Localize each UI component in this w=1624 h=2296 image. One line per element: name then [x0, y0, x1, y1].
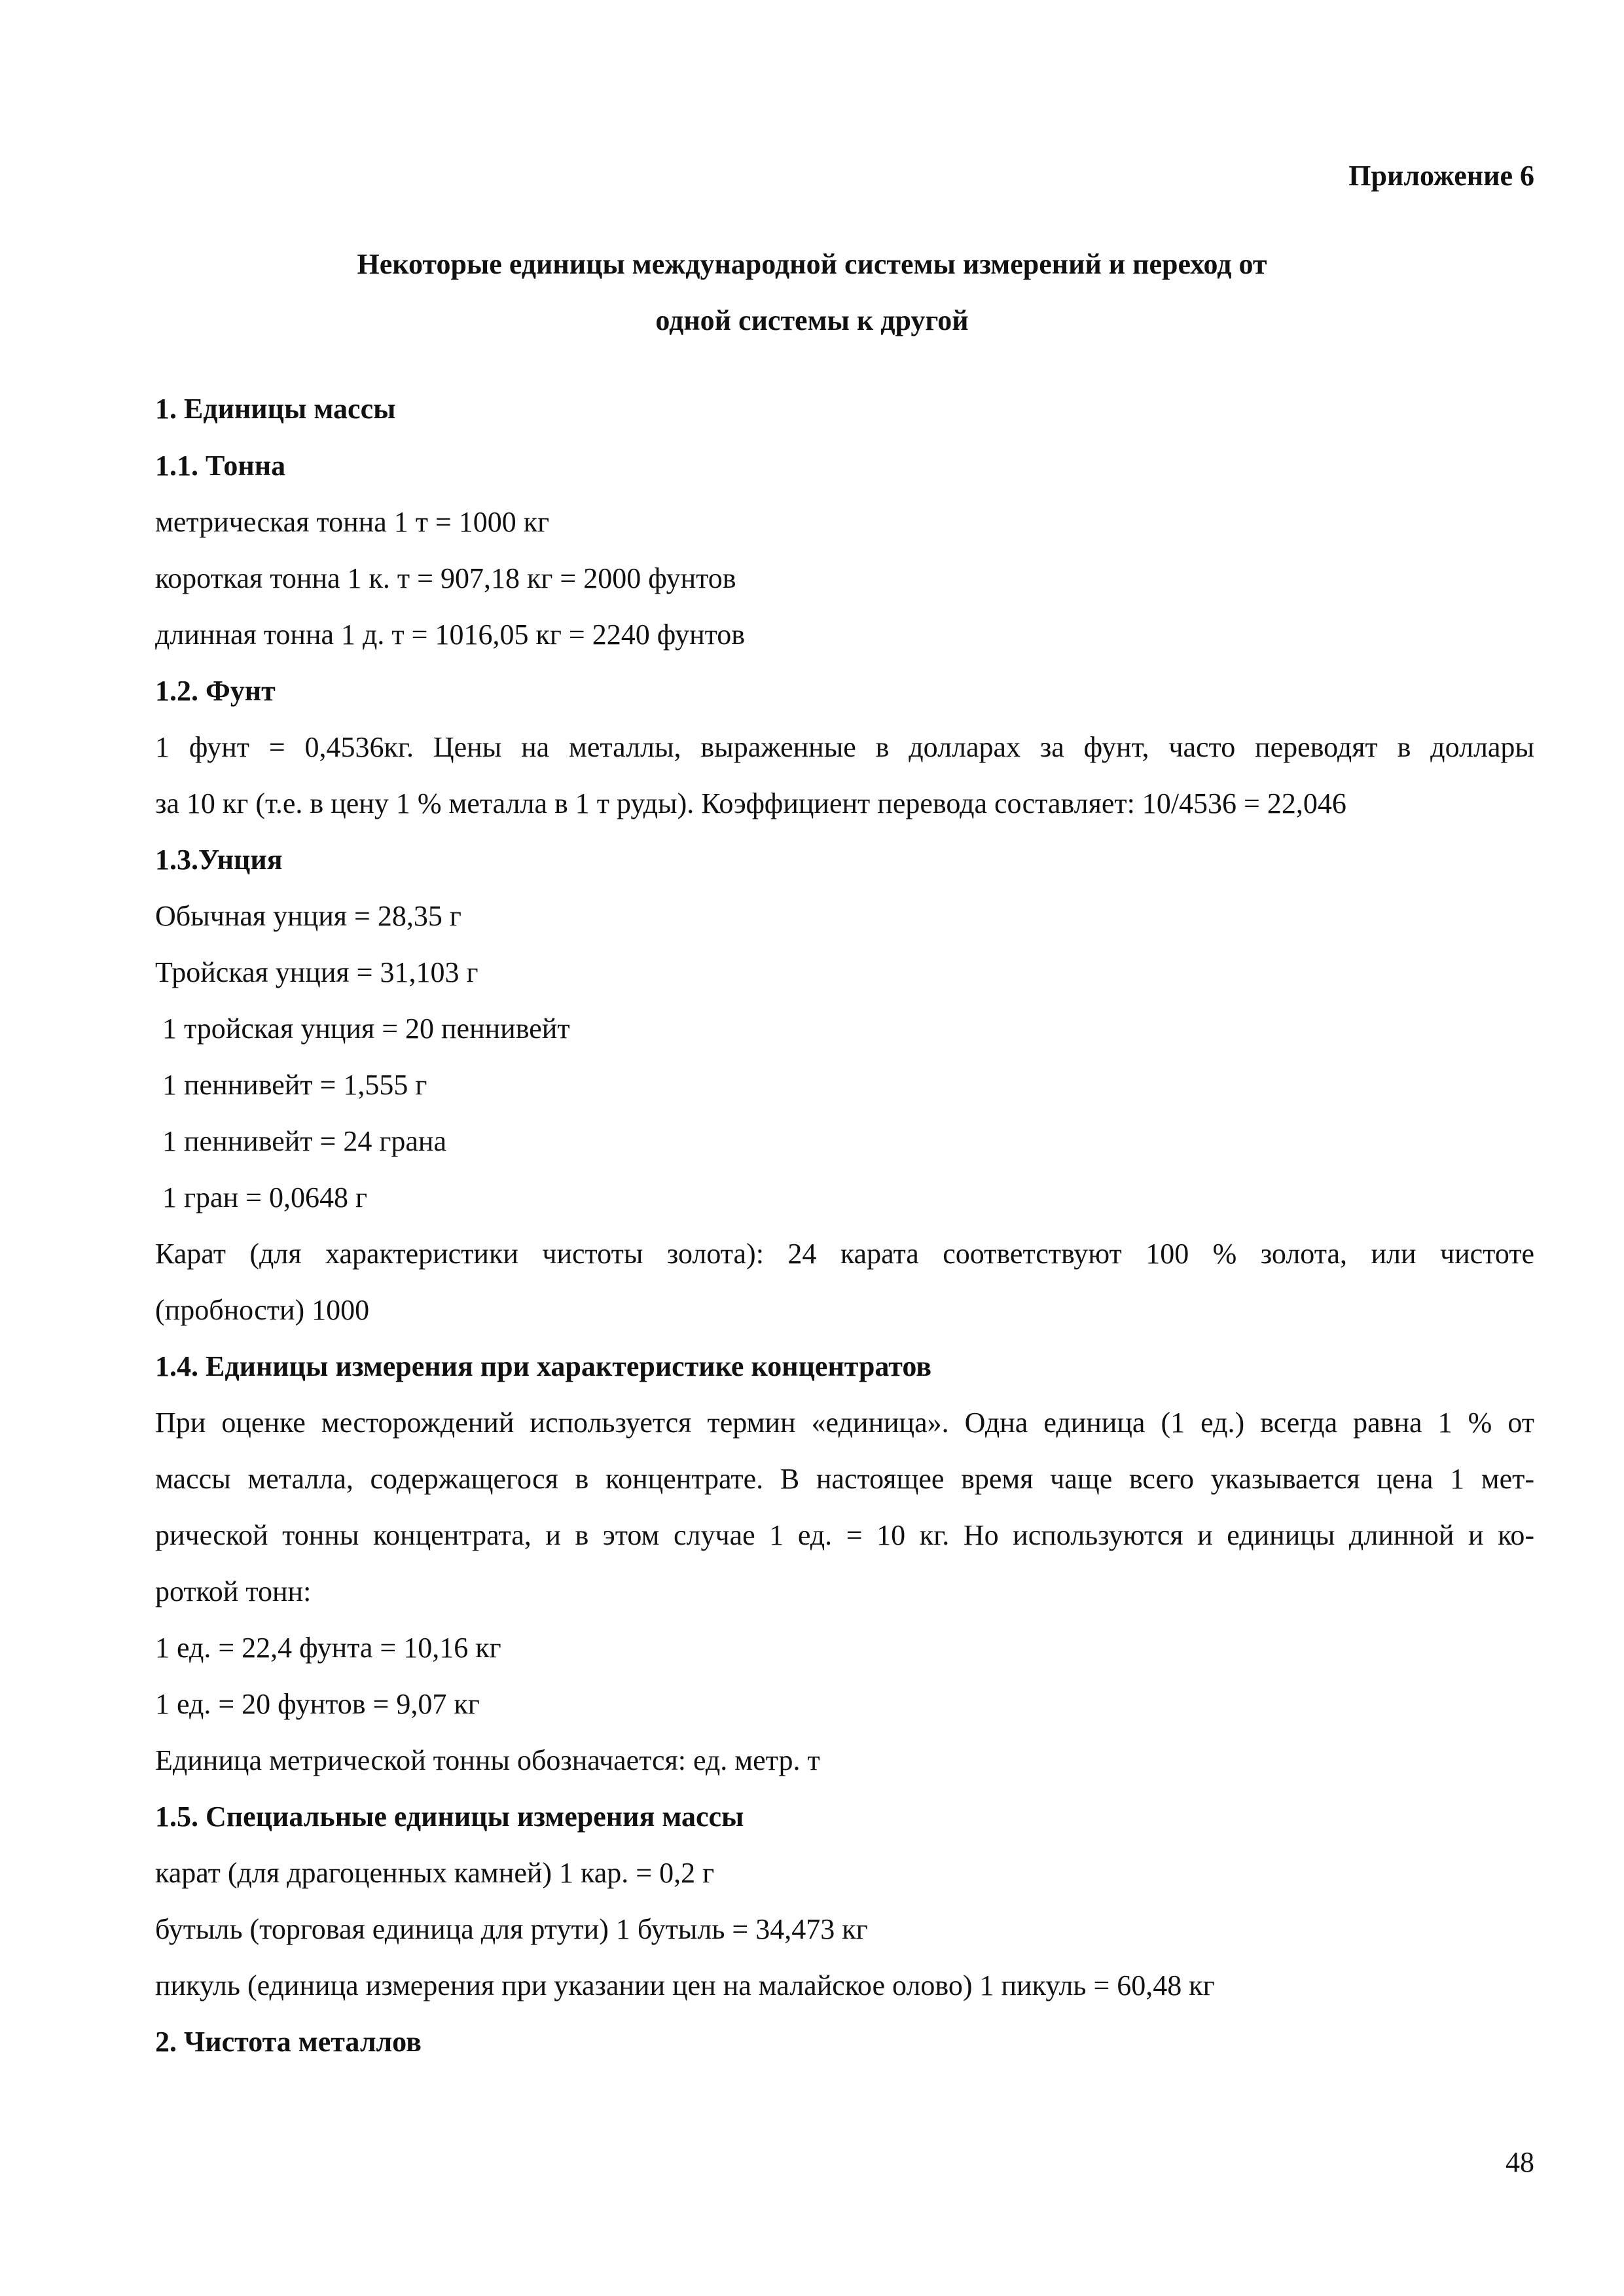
section-1-1-heading: 1.1. Тонна — [155, 450, 286, 482]
section-2-heading: 2. Чистота металлов — [155, 2026, 422, 2058]
paragraph-line: массы металла, содержащегося в концентрате. В настоящее время чаще всего указывается цена 1 мет- — [155, 1463, 1534, 1495]
text-line: Обычная унция = 28,35 г — [155, 900, 461, 932]
section-1-2-heading: 1.2. Фунт — [155, 675, 276, 707]
text-line: 1 пеннивейт = 1,555 г — [162, 1069, 427, 1101]
paragraph-line: 1 фунт = 0,4536кг. Цены на металлы, выраженные в долларах за фунт, часто переводят в доллары — [155, 731, 1534, 763]
section-1-heading: 1. Единицы массы — [155, 393, 396, 425]
section-1-4-heading: 1.4. Единицы измерения при характеристике концентратов — [155, 1350, 931, 1382]
text-line: Единица метрической тонны обозначается: ед. метр. т — [155, 1744, 820, 1776]
text-line: длинная тонна 1 д. т = 1016,05 кг = 2240 фунтов — [155, 619, 746, 651]
text-line: 1 пеннивейт = 24 грана — [162, 1125, 447, 1157]
paragraph-line: При оценке месторождений используется термин «единица». Одна единица (1 ед.) всегда равна 1 % от — [155, 1407, 1534, 1439]
page-number: 48 — [1506, 2146, 1534, 2178]
section-1-3-heading: 1.3.Унция — [155, 844, 283, 876]
text-line: короткая тонна 1 к. т = 907,18 кг = 2000 фунтов — [155, 562, 736, 594]
text-line: бутыль (торговая единица для ртути) 1 бутыль = 34,473 кг — [155, 1913, 868, 1945]
text-line: карат (для драгоценных камней) 1 кар. = 0,2 г — [155, 1857, 715, 1889]
document-title-line-1: Некоторые единицы международной системы измерений и переход от — [357, 248, 1267, 280]
paragraph-line: (пробности) 1000 — [155, 1294, 370, 1326]
text-line: 1 тройская унция = 20 пеннивейт — [162, 1013, 570, 1045]
paragraph-line: рической тонны концентрата, и в этом случае 1 ед. = 10 кг. Но используются и единицы длинной и ко- — [155, 1519, 1534, 1551]
paragraph-line: роткой тонн: — [155, 1575, 312, 1607]
appendix-label: Приложение 6 — [1348, 160, 1534, 192]
section-1-5-heading: 1.5. Специальные единицы измерения массы — [155, 1801, 744, 1833]
text-line: 1 ед. = 20 фунтов = 9,07 кг — [155, 1688, 480, 1720]
text-line: Тройская унция = 31,103 г — [155, 956, 478, 988]
document-title-line-2: одной системы к другой — [655, 304, 969, 336]
text-line: 1 ед. = 22,4 фунта = 10,16 кг — [155, 1632, 501, 1664]
paragraph-line: Карат (для характеристики чистоты золота): 24 карата соответствуют 100 % золота, или чистоте — [155, 1238, 1534, 1270]
text-line: метрическая тонна 1 т = 1000 кг — [155, 506, 550, 538]
paragraph-line: за 10 кг (т.е. в цену 1 % металла в 1 т руды). Коэффициент перевода составляет: 10/4536 = 22,046 — [155, 787, 1346, 819]
text-line: 1 гран = 0,0648 г — [162, 1181, 367, 1213]
text-line: пикуль (единица измерения при указании цен на малайское олово) 1 пикуль = 60,48 кг — [155, 1969, 1215, 2001]
